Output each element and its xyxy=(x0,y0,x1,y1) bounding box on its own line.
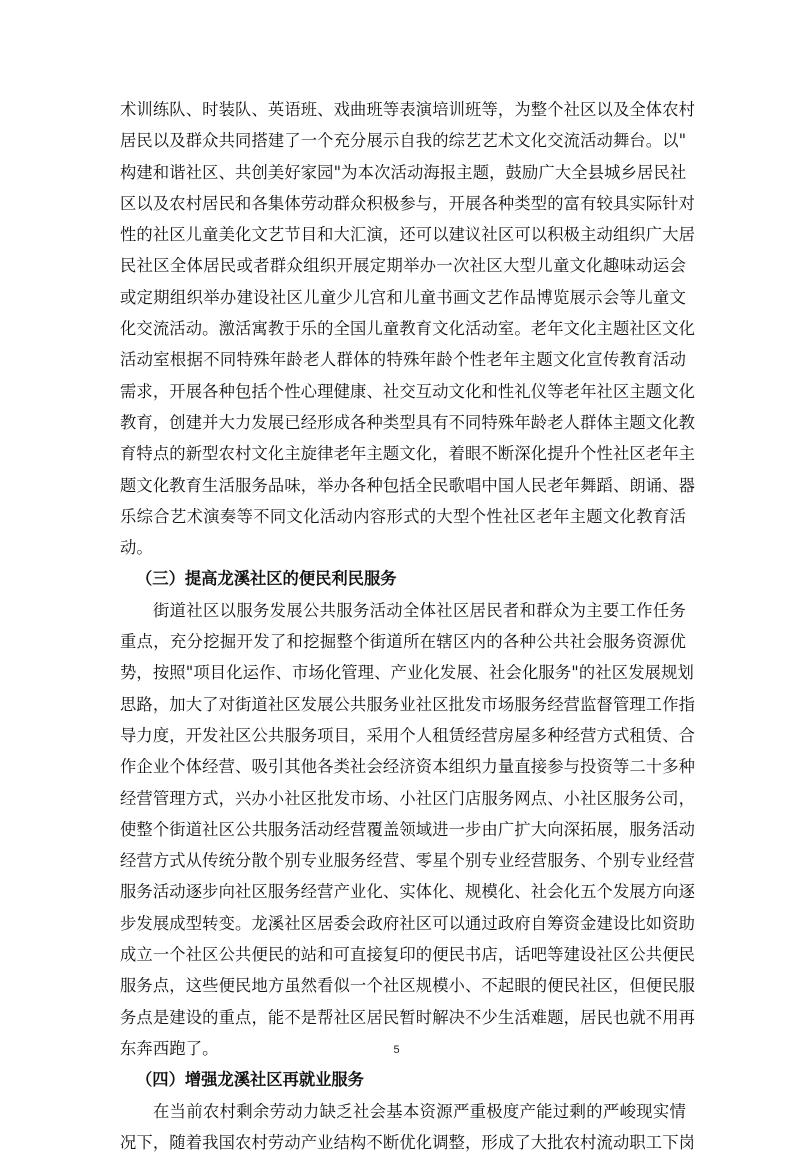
body-text-line: 况下，随着我国农村劳动产业结构不断优化调整，形成了大批农村流动职工下岗 xyxy=(120,1132,696,1152)
body-text-line: 或定期组织举办建设社区儿童少儿宫和儿童书画文艺作品博览展示会等儿童文 xyxy=(120,287,686,307)
body-text-line: 教育，创建并大力发展已经形成各种类型具有不同特殊年龄老人群体主题文化教 xyxy=(120,412,696,432)
body-text-line: 作企业个体经营、吸引其他各类社会经济资本组织力量直接参与投资等二十多种 xyxy=(120,757,696,777)
body-text-line: 步发展成型转变。龙溪社区居委会政府社区可以通过政府自筹资金建设比如资助 xyxy=(120,913,696,933)
section-heading: （四）增强龙溪社区再就业服务 xyxy=(136,1070,364,1090)
document-body xyxy=(120,94,696,1158)
body-text-line: 势，按照"项目化运作、市场化管理、产业化发展、社会化服务"的社区发展规划 xyxy=(120,663,694,683)
body-text-line: 居民以及群众共同搭建了一个充分展示自我的综艺艺术文化交流活动舞台。以" xyxy=(120,131,687,151)
body-text-line: 街道社区以服务发展公共服务活动全体社区居民者和群众为主要工作任务 xyxy=(153,600,686,620)
body-text-line: 乐综合艺术演奏等不同文化活动内容形式的大型个性社区老年主题文化教育活 xyxy=(120,506,686,526)
body-text-line: 服务点，这些便民地方虽然看似一个社区规模小、不起眼的便民社区，但便民服 xyxy=(120,976,696,996)
body-text-line: 需求，开展各种包括个性心理健康、社交互动文化和性礼仪等老年社区主题文化 xyxy=(120,381,696,401)
body-text-line: 导力度，开发社区公共服务项目，采用个人租赁经营房屋多种经营方式租赁、合 xyxy=(120,725,696,745)
body-text-line: 民社区全体居民或者群众组织开展定期举办一次社区大型儿童文化趣味动运会 xyxy=(120,256,686,276)
body-text-line: 务点是建设的重点，能不是帮社区居民暂时解决不少生活难题，居民也就不用再 xyxy=(120,1007,696,1027)
body-text-line: 经营管理方式，兴办小社区批发市场、小社区门店服务网点、小社区服务公司， xyxy=(120,788,696,808)
page-number: 5 xyxy=(393,1044,400,1056)
body-text-line: 化交流活动。激活寓教于乐的全国儿童教育文化活动室。老年文化主题社区文化 xyxy=(120,319,696,339)
body-text-line: 术训练队、时装队、英语班、戏曲班等表演培训班等，为整个社区以及全体农村 xyxy=(120,100,696,119)
body-text-line: 构建和谐社区、共创美好家园"为本次活动海报主题，鼓励广大全县城乡居民社 xyxy=(120,162,687,182)
body-text-line: 东奔西跑了。 xyxy=(120,1038,219,1058)
body-text-line: 使整个街道社区公共服务活动经营覆盖领域进一步由广扩大向深拓展，服务活动 xyxy=(120,819,696,839)
body-text-line: 在当前农村剩余劳动力缺乏社会基本资源严重极度产能过剩的严峻现实情 xyxy=(153,1101,686,1121)
body-text-line: 经营方式从传统分散个别专业服务经营、零星个别专业经营服务、个别专业经营 xyxy=(120,851,696,871)
body-text-line: 动。 xyxy=(120,538,153,558)
body-text-line: 重点，充分挖掘开发了和挖掘整个街道所在辖区内的各种公共社会服务资源优 xyxy=(120,632,686,652)
body-text-line: 性的社区儿童美化文艺节目和大汇演，还可以建议社区可以积极主动组织广大居 xyxy=(120,225,696,245)
body-text-line: 活动室根据不同特殊年龄老人群体的特殊年龄个性老年主题文化宣传教育活动 xyxy=(120,350,686,370)
body-text-line: 题文化教育生活服务品味，举办各种包括全民歌唱中国人民老年舞蹈、朗诵、器 xyxy=(120,475,696,495)
body-text-line: 育特点的新型农村文化主旋律老年主题文化，着眼不断深化提升个性社区老年主 xyxy=(120,444,696,464)
body-text-line: 区以及农村居民和各集体劳动群众积极参与，开展各种类型的富有较具实际针对 xyxy=(120,193,696,213)
section-heading: （三）提高龙溪社区的便民利民服务 xyxy=(136,569,397,589)
body-text-line: 成立一个社区公共便民的站和可直接复印的便民书店，话吧等建设社区公共便民 xyxy=(120,945,696,965)
body-text-line: 思路，加大了对街道社区发展公共服务业社区批发市场服务经营监督管理工作指 xyxy=(120,694,696,714)
body-text-line: 服务活动逐步向社区服务经营产业化、实体化、规模化、社会化五个发展方向逐 xyxy=(120,882,696,902)
